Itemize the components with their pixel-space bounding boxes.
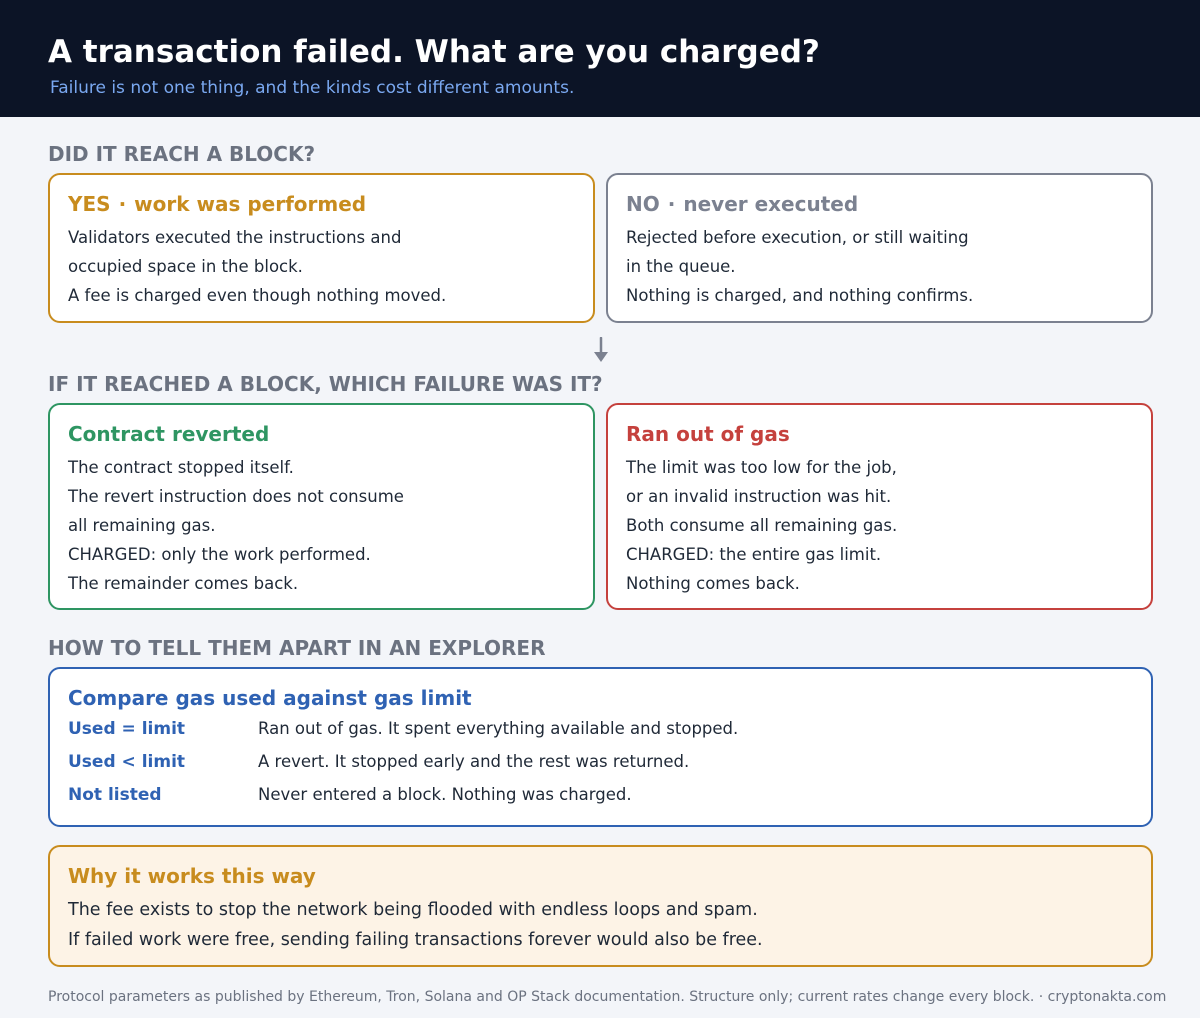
no-card-title-rest: never executed: [683, 192, 859, 216]
page-subtitle: Failure is not one thing, and the kinds cost different amounts.: [50, 78, 575, 98]
compare-row-key: Used = limit: [68, 719, 186, 739]
card-line: A fee is charged even though nothing moved.: [68, 286, 447, 305]
card-line: Rejected before execution, or still waiting: [626, 228, 969, 247]
card-line: The fee exists to stop the network being flooded with endless loops and spam.: [68, 900, 758, 920]
out-of-gas-card: [606, 403, 1153, 610]
card-line: The limit was too low for the job,: [626, 458, 897, 477]
out-of-gas-card-title: Ran out of gas: [626, 422, 790, 446]
no-card: [606, 173, 1153, 323]
separator-dot: ·: [118, 192, 127, 216]
card-line: or an invalid instruction was hit.: [626, 487, 892, 506]
revert-card-title: Contract reverted: [68, 422, 270, 446]
no-card-title: [626, 192, 858, 216]
card-line: occupied space in the block.: [68, 257, 303, 276]
card-line: Nothing comes back.: [626, 574, 800, 593]
why-card: [48, 845, 1153, 967]
card-line: in the queue.: [626, 257, 736, 276]
yes-card-title-key: YES: [68, 192, 111, 216]
section-label-tell-apart: HOW TO TELL THEM APART IN AN EXPLORER: [48, 636, 546, 660]
card-line: all remaining gas.: [68, 516, 216, 535]
revert-card: [48, 403, 595, 610]
page-title: A transaction failed. What are you charged?: [48, 34, 820, 70]
yes-card-title-rest: work was performed: [134, 192, 367, 216]
no-card-title-key: NO: [626, 192, 660, 216]
out-of-gas-card-body: [626, 453, 897, 598]
compare-row-value: Never entered a block. Nothing was charged.: [258, 785, 632, 804]
compare-row-key: Used < limit: [68, 752, 186, 772]
compare-row-value: Ran out of gas. It spent everything available and stopped.: [258, 719, 739, 738]
compare-card-title: Compare gas used against gas limit: [68, 686, 472, 710]
card-line: Validators executed the instructions and: [68, 228, 402, 247]
card-line: The revert instruction does not consume: [68, 487, 404, 506]
compare-row-key: Not listed: [68, 785, 162, 805]
why-card-body: [68, 895, 763, 955]
card-line: The remainder comes back.: [68, 574, 299, 593]
card-line: Nothing is charged, and nothing confirms.: [626, 286, 974, 305]
yes-card: [48, 173, 595, 323]
card-line: The contract stopped itself.: [68, 458, 294, 477]
arrow-down-icon: [592, 337, 610, 363]
header: [0, 0, 1200, 117]
no-card-body: [626, 223, 973, 310]
yes-card-body: [68, 223, 446, 310]
card-line: If failed work were free, sending failing transactions forever would also be free.: [68, 930, 763, 950]
yes-card-title: [68, 192, 366, 216]
card-line: CHARGED: the entire gas limit.: [626, 545, 882, 564]
separator-dot: ·: [667, 192, 676, 216]
section-label-which-failure: IF IT REACHED A BLOCK, WHICH FAILURE WAS IT?: [48, 372, 603, 396]
card-line: Both consume all remaining gas.: [626, 516, 898, 535]
why-card-title: Why it works this way: [68, 864, 316, 888]
compare-row-value: A revert. It stopped early and the rest was returned.: [258, 752, 690, 771]
footer-note: Protocol parameters as published by Ethereum, Tron, Solana and OP Stack documentation. Structure only; current rates change every block. · cryptonakta.com: [48, 989, 1167, 1005]
compare-card: [48, 667, 1153, 827]
section-label-reach-block: DID IT REACH A BLOCK?: [48, 142, 316, 166]
revert-card-body: [68, 453, 404, 598]
card-line: CHARGED: only the work performed.: [68, 545, 371, 564]
